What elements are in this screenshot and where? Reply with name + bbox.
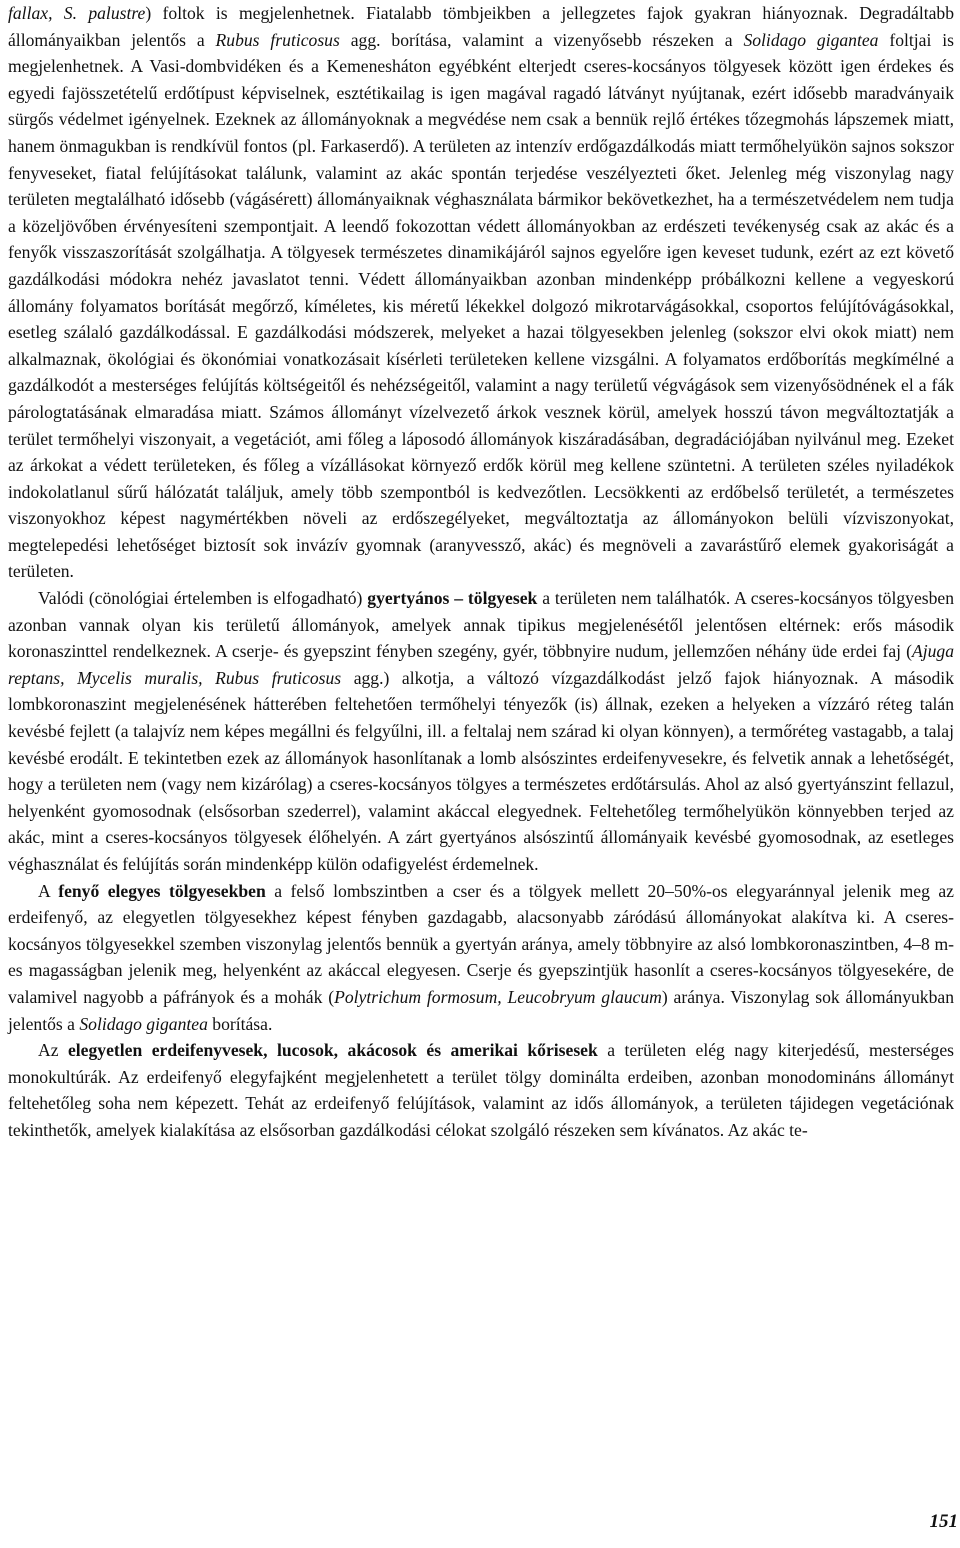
italic-text: fallax, S. palustre [8, 3, 146, 23]
text-run: a területen nem találhatók. A cseres-kocsányos tölgyesben azonban vannak olyan kis területű állományok, amelyek annak tipikus megjelenésétől jelentősen eltérnek: erős második koronaszinttel rendelkeznek. A cserje- és gyepszint fényben szegény, gyér, többnyire nudum, jellemzően néhány üde erdei faj ( [8, 588, 955, 662]
text-run: agg. borítása, valamint a vizenyősebb részeken a [339, 29, 744, 50]
paragraph-4 [8, 1037, 954, 1143]
text-run: agg.) alkotja, a változó vízgazdálkodást jelző fajok hiányoznak. A második lombkoronaszint megjelenésének hátterében feltehetően termőhelyi tényezők (is) állnak, ezeken a helyeken a vízzáró réteg talán kevésbé fejlett (a talajvíz nem képes megállni és felgyűlni, ill. a feltalaj nem szárad ki olyan könnyen), a termőréteg vastagabb, a talaj kevésbé erodált. E tekintetben ezek az állományok hasonlítanak a lomb alsószintes erdeifenyvesekre, és felvetik annak a lehetőségét, hogy a területen nem (vagy nem kizárólag) a cseres-kocsányos tölgyes a természetes erdőtársulás. Ahol az alsó gyertyánszint fellazul, helyenként gyomosodnak (elsősorban szederrel), valamint akáccal elegyednek. Feltehetőleg termőhelyükön könnyebben terjed az akác, mint a cseres-kocsányos tölgyesek élőhelyén. A zárt gyertyános alsószintű állományaik kevésbé gyomosodnak, az esetleges véghasználat és felújítás során mindenképp külön odafigyelést érdemelnek. [8, 667, 954, 874]
text-run: ) aránya. Viszonylag sok állományukban jelentős a [8, 986, 954, 1034]
bold-text: fenyő elegyes tölgyesekben [58, 880, 266, 901]
italic-text: Solidago gigantea [79, 1013, 208, 1034]
bold-text: elegyetlen erdeifenyvesek, lucosok, akácosok és amerikai kőrisesek [67, 1040, 598, 1061]
text-run: foltjai is megjelenhetnek. A Vasi-dombvidéken és a Kemenesháton egyébként elterjedt cseres-kocsányos tölgyesek között igen érdekes és egyedi fajösszetételű erdőtípust képviselnek, esztétikailag is igen magával ragadó látványt nyújtanak, ezért idősebb maradványaik sürgős védelmet igényelnek. Ezeknek az állományoknak a megvédése nem csak a bennük rejlő értékes tőzegmohás lápszemek miatt, hanem önmagukban is rendkívül fontos (pl. Farkaserdő). A területen az intenzív erdőgazdálkodás miatt termőhelyükön sajnos sokszor fenyveseket, fiatal felújításokat találunk, valamint az akác spontán terjedése veszélyezteti őket. Jelenleg még viszonylag nagy területen megtalálható idősebb (vágásérett) állományaiknak véghasználata bármikor bekövetkezhet, ha a természetvédelem nem tudja a közeljövőben érvényesíteni szempontjait. A leendő fokozottan védett állományokban az erdészeti tevékenység csak az akác és a fenyők visszaszorítását szolgálhatja. A tölgyesek természetes dinamikájáról sajnos egyelőre igen keveset tudunk, ezért az ezt követő gazdálkodási módokra nehéz javaslatot tenni. Védett állományaikban azonban mindenképp próbálkozni kellene a vegyeskorú állomány folyamatos borítását megőrző, kíméletes, kis méretű lékekkel dolgozó mikrotarvágásokkal, csoportos felújítóvágásokkal, esetleg szálaló gazdálkodással. E gazdálkodási módszerek, melyeket a hazai tölgyesekben jelenleg (sokszor elvi okok miatt) nem alkalmaznak, ökológiai és ökonómiai vonatkozásait kísérleti területeken kellene vizsgálni. A folyamatos erdőborítás megkímélné a gazdálkodót a mesterséges felújítás költségeitől és nehézségeitől, valamint a nagy területű végvágások sem vizenyősödnének el a fák párologtatásának elmaradása miatt. Számos állományt vízelvezető árkok vesznek körül, amelyek hosszú távon megváltoztatják a terület termőhelyi viszonyait, a vegetációt, ami főleg a láposodó állományok kiszáradásában, degradációjában nyilvánul meg. Ezeket az árkokat a védett területeken, és főleg a vízállásokat környező erdők körül meg kellene szüntetni. A területen széles nyiladékok indokolatlanul sűrű hálózatát találjuk, amely több szempontból is kedvezőtlen. Lecsökkenti az erdőbelső területét, a természetes viszonyokhoz képest nagymértékben növeli az erdőszegélyeket, megváltoztatja az állományokon belüli vízviszonyokat, megtelepedési lehetőséget biztosít sok invázív gyomnak (aranyvessző, akác) és megnöveli a zavarástűrő elemek gyakoriságát a területen. [8, 29, 954, 582]
italic-text: Rubus fruticosus [215, 29, 340, 50]
italic-text: Ajuga reptans, Mycelis muralis, Rubus fruticosus [8, 641, 954, 688]
text-run: a területen elég nagy kiterjedésű, mesterséges monokultúrák. Az erdeifenyő elegyfajként megjelenhetett a terület tölgy dominálta erdeiben, azonban monodomináns állományt feltehetőleg soha nem képezett. Tehát az erdeifenyő felújítások, valamint az idős állományok, a területen tájidegen vegetációnak tekinthetők, amelyek kialakítása az elsősorban gazdálkodási célokat szolgáló részeken sem kívánatos. Az akác te- [8, 1040, 954, 1140]
paragraph-1 [8, 0, 954, 585]
text-run: Valódi (cönológiai értelemben is elfogadható) [38, 588, 368, 609]
body-text [8, 0, 954, 1144]
page-number: 151 [929, 1511, 958, 1532]
text-run: ) foltok is megjelenhetnek. Fiatalabb tömbjeikben a jellegzetes fajok gyakran hiányoznak. Degradáltabb állományaikban jelentős a [8, 3, 954, 50]
paragraph-3 [8, 878, 954, 1038]
paragraph-2 [8, 585, 954, 878]
text-run: A [38, 880, 59, 901]
document-page [8, 0, 954, 1548]
italic-text: Solidago gigantea [743, 29, 879, 50]
bold-text: gyertyános – tölgyesek [367, 588, 538, 609]
text-run: a felső lombszintben a cser és a tölgyek mellett 20–50%-os elegyaránnyal jelenik meg az erdeifenyő, az elegyetlen tölgyesekhez képest fényben gazdagabb, alacsonyabb záródású állományokat alakítva ki. A cseres-kocsányos tölgyesekkel szemben viszonylag jelentős bennük a gyertyán aránya, amely többnyire az alsó lombkoronaszintben, 4–8 m-es magasságban jelenik meg, helyenként az akáccal elegyesen. Cserje és gyepszintjük hasonlít a cseres-kocsányos tölgyesekére, de valamivel nagyobb a páfrányok és a mohák ( [8, 880, 954, 1007]
italic-text: Polytrichum formosum, Leucobryum glaucum [334, 986, 662, 1007]
text-run: borítása. [207, 1013, 273, 1034]
text-run: Az [38, 1040, 68, 1061]
